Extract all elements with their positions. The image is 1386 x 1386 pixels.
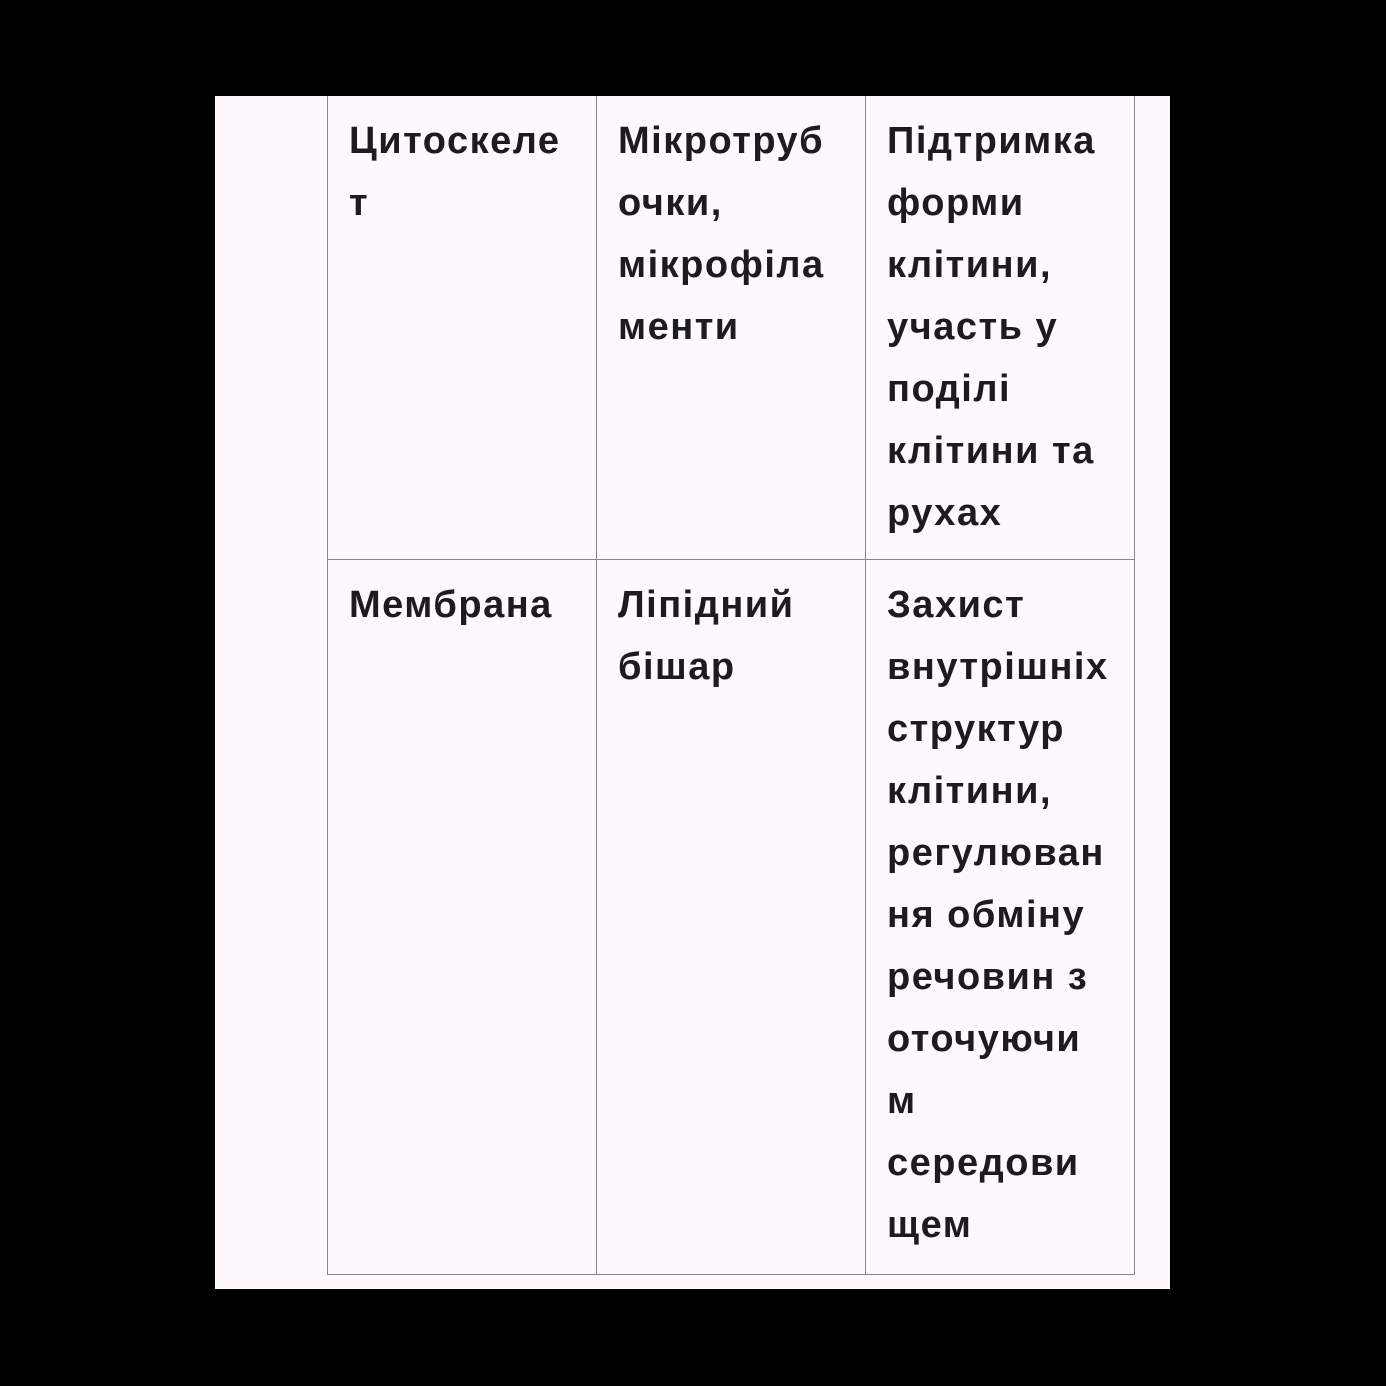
cell-text: Мікротруб очки, мікрофіла менти [618,120,825,348]
table-row [328,96,1135,560]
cell-text: Цитоскеле т [349,120,561,224]
table-cell-function [866,560,1135,1275]
table-cell-composition [597,96,866,560]
document-page [215,96,1170,1289]
table-cell-function [866,96,1135,560]
cell-text: Захист внутрішніх структур клітини, регулюван ня обміну речовин з оточуючи м середови щем [887,584,1109,1246]
table-cell-structure [328,560,597,1275]
table-cell-structure [328,96,597,560]
table-row [328,560,1135,1275]
organelle-table [327,96,1135,1275]
cell-text: Ліпідний бішар [618,584,795,688]
table-cell-composition [597,560,866,1275]
cell-text: Мембрана [349,584,553,626]
cell-text: Підтримка форми клітини, участь у поділі клітини та рухах [887,120,1096,534]
